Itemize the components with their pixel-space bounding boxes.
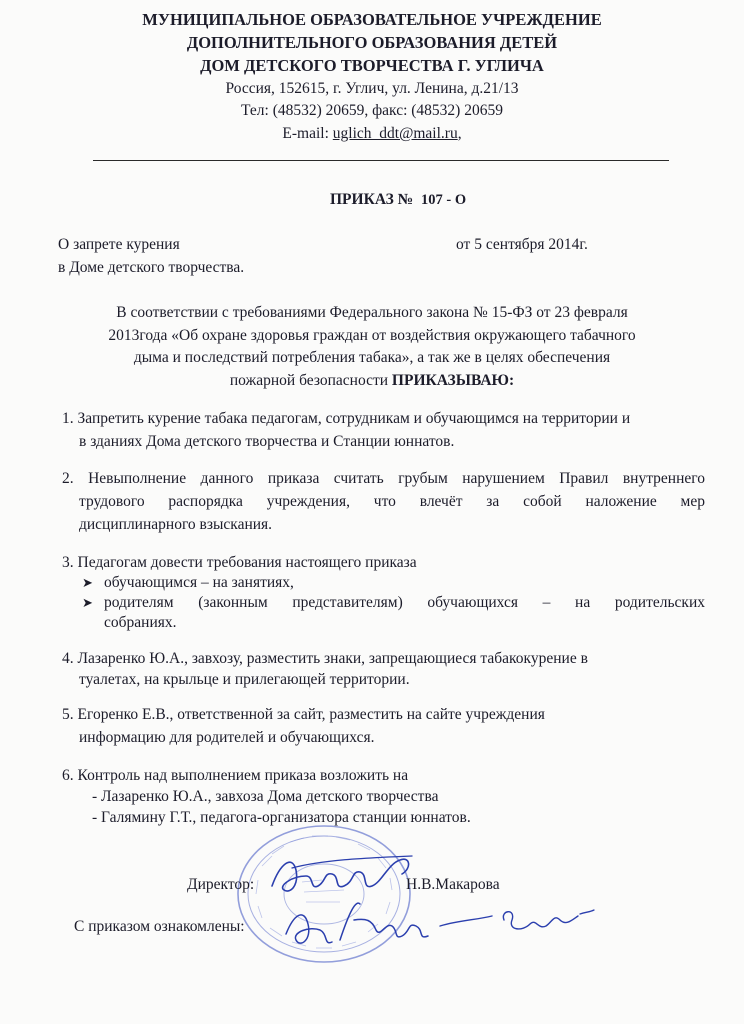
org-name-line2: ДОПОЛНИТЕЛЬНОГО ОБРАЗОВАНИЯ ДЕТЕЙ (186, 33, 558, 52)
org-address: Россия, 152615, г. Углич, ул. Ленина, д.21/13 (225, 80, 519, 97)
item-4-line2: туалетах, на крыльце и прилегающей территории. (79, 671, 410, 688)
item-5-line2: информацию для родителей и обучающихся. (79, 729, 375, 746)
item-3-bullet2-line1-text: родителям (законным представителям) обучающихся – на родительских (104, 594, 705, 611)
org-name-line3: ДОМ ДЕТСКОГО ТВОРЧЕСТВА Г. УГЛИЧА (200, 56, 544, 75)
item-3-bullet2-line1 (104, 594, 705, 612)
director-name: Н.В.Макарова (406, 876, 500, 893)
arrow-bullet-icon: ➤ (82, 595, 93, 610)
item-2-line1-text: 2. Невыполнение данного приказа считать грубым нарушением Правил внутреннего (62, 470, 705, 487)
item-6-sub2: - Галямину Г.Т., педагога-организатора станции юннатов. (92, 809, 471, 826)
item-2-line2-text: трудового распорядка учреждения, что влечёт за собой наложение мер (79, 493, 705, 510)
item-3-line1: 3. Педагогам довести требования настоящего приказа (62, 554, 417, 571)
preamble-line4 (0, 372, 744, 390)
org-email-line (0, 125, 744, 143)
preamble-order-word: ПРИКАЗЫВАЮ: (391, 372, 515, 389)
item-3-bullet2-line2: собраниях. (104, 614, 177, 631)
order-title-label: ПРИКАЗ № (330, 191, 414, 208)
org-name-line1: МУНИЦИПАЛЬНОЕ ОБРАЗОВАТЕЛЬНОЕ УЧРЕЖДЕНИЕ (142, 10, 602, 29)
director-label: Директор: (187, 876, 255, 893)
item-6-line1: 6. Контроль над выполнением приказа возложить на (62, 767, 409, 784)
org-phone: Тел: (48532) 20659, факс: (48532) 20659 (241, 102, 503, 119)
order-title (330, 191, 466, 209)
item-2-line2 (79, 493, 705, 511)
order-subject-line1: О запрете курения (58, 236, 180, 253)
preamble-line1: В соответствии с требованиями Федерального закона № 15-ФЗ от 23 февраля (116, 304, 628, 321)
arrow-bullet-icon: ➤ (82, 575, 93, 590)
email-suffix: , (457, 125, 462, 142)
item-4-line1: 4. Лазаренко Ю.А., завхозу, разместить знаки, запрещающиеся табакокурение в (62, 650, 588, 667)
order-subject-line2: в Доме детского творчества. (58, 259, 245, 276)
item-1-line2: в зданиях Дома детского творчества и Станции юннатов. (79, 433, 455, 450)
acknowledged-label: С приказом ознакомлены: (74, 918, 245, 935)
preamble-line2: 2013года «Об охране здоровья граждан от воздействия окружающего табачного (108, 327, 636, 344)
item-6-sub1: - Лазаренко Ю.А., завхоза Дома детского творчества (92, 788, 439, 805)
email-link[interactable]: uglich_ddt@mail.ru (332, 125, 458, 142)
item-5-line1: 5. Егоренко Е.В., ответственной за сайт, разместить на сайте учреждения (62, 706, 545, 723)
preamble-line4-text: пожарной безопасности (229, 372, 392, 389)
order-date: от 5 сентября 2014г. (456, 236, 588, 253)
email-label: E-mail: (282, 125, 333, 142)
item-2-line3: дисциплинарного взыскания. (79, 516, 273, 533)
item-2-line1 (62, 470, 705, 488)
item-1-line1: 1. Запретить курение табака педагогам, сотрудникам и обучающимся на территории и (62, 410, 631, 427)
order-number: 107 - О (421, 192, 467, 208)
header-divider (93, 160, 669, 161)
item-3-bullet1: обучающимся – на занятиях, (104, 574, 294, 591)
preamble-line3: дыма и последствий потребления табака», а так же в целях обеспечения (133, 349, 611, 366)
staff-signatures (280, 890, 596, 962)
